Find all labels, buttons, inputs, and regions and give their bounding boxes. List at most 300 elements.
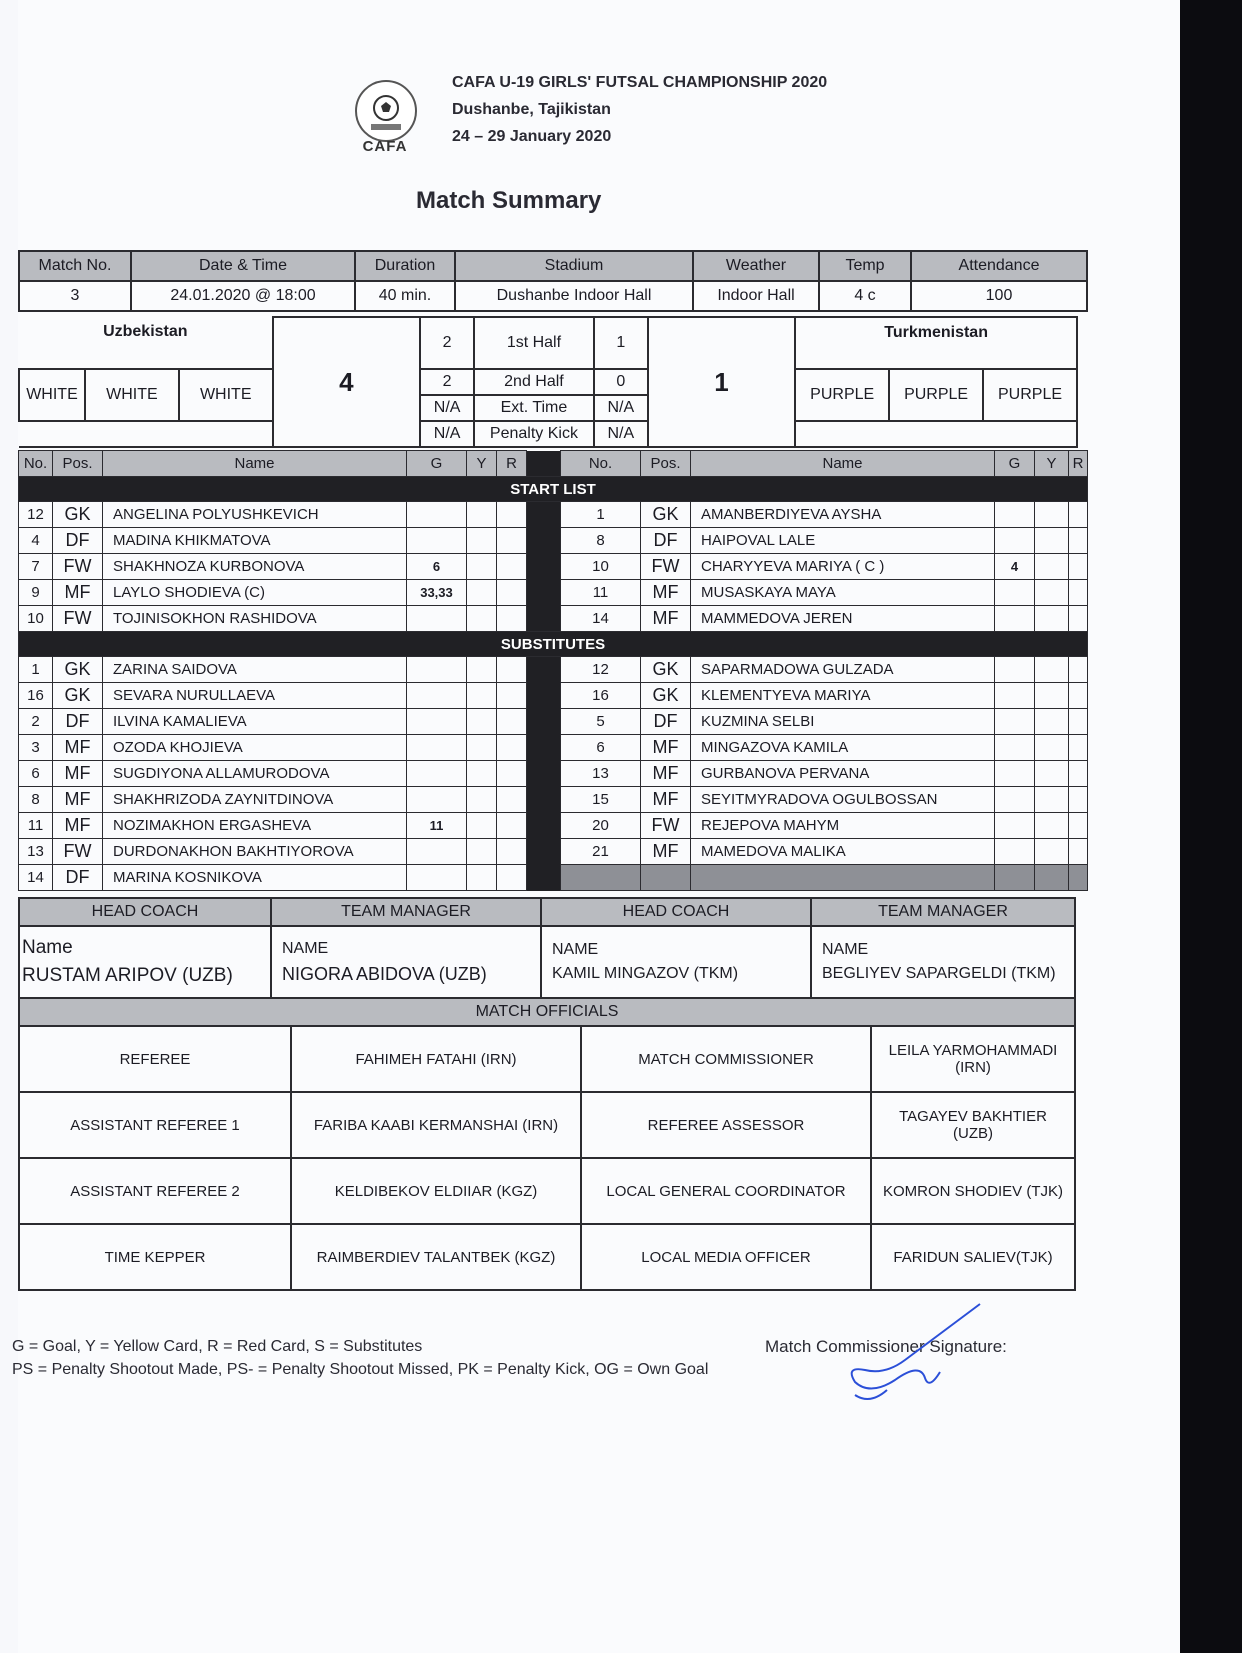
away-player-goals [995,761,1035,787]
roster-divider [527,761,561,787]
away-manager-cell [811,926,1075,998]
away-player-yellow [1035,528,1069,554]
official-name: LEILA YARMOHAMMADI (IRN) [871,1026,1075,1092]
home-player-no: 11 [19,813,53,839]
away-col-name: Name [691,451,995,477]
official-name: KELDIBEKOV ELDIIAR (KGZ) [291,1158,581,1224]
away-player-yellow [1035,657,1069,683]
home-ext-time: N/A [420,395,474,421]
staff-header-away-coach: HEAD COACH [541,898,811,926]
header-attendance: Attendance [911,251,1087,281]
signature-label: Match Commissioner Signature: [765,1337,1007,1356]
home-player-name: SUGDIYONA ALLAMURODOVA [103,761,407,787]
official-role: ASSISTANT REFEREE 2 [19,1158,291,1224]
match-info-table [18,250,1088,312]
home-player-goals [407,787,467,813]
away-player-yellow [1035,554,1069,580]
away-player-name: GURBANOVA PERVANA [691,761,995,787]
away-total-score: 1 [648,317,796,447]
home-penalty-kick: N/A [420,421,474,447]
home-player-name: NOZIMAKHON ERGASHEVA [103,813,407,839]
table-row [19,1158,1075,1224]
away-player-name: KLEMENTYEVA MARIYA [691,683,995,709]
home-2nd-half: 2 [420,369,474,395]
away-player-goals [995,839,1035,865]
away-player-red [1069,554,1088,580]
table-row [19,787,1088,813]
home-player-goals [407,865,467,891]
home-player-yellow [467,502,497,528]
away-player-goals [995,787,1035,813]
away-player-red [1069,657,1088,683]
value-date-time: 24.01.2020 @ 18:00 [131,281,355,311]
away-player-no: 8 [561,528,641,554]
away-player-goals [995,580,1035,606]
official-role: LOCAL GENERAL COORDINATOR [581,1158,871,1224]
home-player-goals [407,528,467,554]
label-2nd-half: 2nd Half [474,369,594,395]
away-player-yellow [1035,761,1069,787]
official-role: TIME KEPPER [19,1224,291,1290]
home-player-yellow [467,761,497,787]
home-player-goals: 33,33 [407,580,467,606]
home-player-no: 6 [19,761,53,787]
official-name: RAIMBERDIEV TALANTBEK (KGZ) [291,1224,581,1290]
empty-cell [995,865,1035,891]
away-penalty-kick: N/A [594,421,648,447]
header-temp: Temp [819,251,911,281]
away-player-name: HAIPOVAL LALE [691,528,995,554]
away-player-goals [995,657,1035,683]
home-player-name: TOJINISOKHON RASHIDOVA [103,606,407,632]
home-col-y: Y [467,451,497,477]
away-player-pos: FW [641,554,691,580]
home-player-goals: 11 [407,813,467,839]
home-player-pos: DF [53,865,103,891]
away-player-goals [995,606,1035,632]
home-player-name: MADINA KHIKMATOVA [103,528,407,554]
home-player-red [497,528,527,554]
home-player-red [497,709,527,735]
table-row [19,1026,1075,1092]
home-player-pos: GK [53,683,103,709]
home-col-pos: Pos. [53,451,103,477]
away-player-goals [995,813,1035,839]
roster-divider [527,735,561,761]
home-player-pos: MF [53,787,103,813]
away-player-yellow [1035,709,1069,735]
officials-table [18,1025,1076,1291]
home-player-no: 14 [19,865,53,891]
away-player-pos: DF [641,709,691,735]
home-team-name: Uzbekistan [103,323,188,340]
home-player-goals [407,502,467,528]
roster-divider [527,606,561,632]
score-table [18,316,1078,448]
away-player-yellow [1035,813,1069,839]
away-player-goals [995,528,1035,554]
home-col-r: R [497,451,527,477]
away-player-no: 1 [561,502,641,528]
home-player-pos: FW [53,606,103,632]
home-player-no: 1 [19,657,53,683]
home-manager-name: NIGORA ABIDOVA (UZB) [282,963,487,984]
home-player-no: 10 [19,606,53,632]
home-player-goals [407,606,467,632]
staff-header-away-manager: TEAM MANAGER [811,898,1075,926]
away-player-name: SEYITMYRADOVA OGULBOSSAN [691,787,995,813]
home-total-score: 4 [273,317,421,447]
away-player-no: 12 [561,657,641,683]
away-player-no: 5 [561,709,641,735]
home-player-goals: 6 [407,554,467,580]
roster-divider [527,528,561,554]
away-player-yellow [1035,735,1069,761]
away-player-pos: MF [641,606,691,632]
away-player-no: 14 [561,606,641,632]
home-player-name: LAYLO SHODIEVA (C) [103,580,407,606]
home-player-yellow [467,580,497,606]
away-ext-time: N/A [594,395,648,421]
away-2nd-half: 0 [594,369,648,395]
away-col-r: R [1069,451,1088,477]
away-player-name: SAPARMADOWA GULZADA [691,657,995,683]
home-player-name: ILVINA KAMALIEVA [103,709,407,735]
staff-header-home-coach: HEAD COACH [19,898,271,926]
home-player-name: SEVARA NURULLAEVA [103,683,407,709]
home-player-yellow [467,839,497,865]
away-player-goals [995,709,1035,735]
home-player-pos: MF [53,580,103,606]
official-role: MATCH COMMISSIONER [581,1026,871,1092]
empty-cell [641,865,691,891]
away-player-goals [995,502,1035,528]
home-player-no: 9 [19,580,53,606]
away-player-pos: GK [641,657,691,683]
away-player-name: MUSASKAYA MAYA [691,580,995,606]
header-date-time: Date & Time [131,251,355,281]
home-player-goals [407,709,467,735]
home-manager-cell [271,926,541,998]
away-kit-shirt: PURPLE [795,369,889,421]
home-player-name: DURDONAKHON BAKHTIYOROVA [103,839,407,865]
table-row [19,606,1088,632]
empty-cell [1035,865,1069,891]
away-player-yellow [1035,787,1069,813]
home-player-yellow [467,735,497,761]
home-player-yellow [467,813,497,839]
home-player-no: 13 [19,839,53,865]
home-player-no: 7 [19,554,53,580]
home-player-red [497,865,527,891]
scan-border [1180,0,1242,1653]
roster-table [18,450,1088,891]
home-player-name: ANGELINA POLYUSHKEVICH [103,502,407,528]
home-player-pos: GK [53,502,103,528]
empty-cell [1069,865,1088,891]
header-duration: Duration [355,251,455,281]
value-weather: Indoor Hall [693,281,819,311]
away-player-name: MAMEDOVA MALIKA [691,839,995,865]
legend [12,1335,708,1381]
official-name: TAGAYEV BAKHTIER (UZB) [871,1092,1075,1158]
home-player-red [497,580,527,606]
away-player-no: 6 [561,735,641,761]
header-weather: Weather [693,251,819,281]
home-player-yellow [467,528,497,554]
home-kit-shirt: WHITE [19,369,85,421]
logo-label: CAFA [362,138,408,155]
value-temp: 4 c [819,281,911,311]
official-name: FARIDUN SALIEV(TJK) [871,1224,1075,1290]
empty-cell [561,865,641,891]
away-player-name: MAMMEDOVA JEREN [691,606,995,632]
away-player-no: 21 [561,839,641,865]
home-player-red [497,761,527,787]
away-manager-name: BEGLIYEV SAPARGELDI (TKM) [822,965,1056,982]
away-col-y: Y [1035,451,1069,477]
roster-divider [527,683,561,709]
home-player-name: OZODA KHOJIEVA [103,735,407,761]
home-player-name: MARINA KOSNIKOVA [103,865,407,891]
home-player-no: 12 [19,502,53,528]
away-coach-label: NAME [552,941,599,958]
away-manager-label: NAME [822,941,869,958]
official-role: REFEREE ASSESSOR [581,1092,871,1158]
roster-divider [527,865,561,891]
away-kit-shorts: PURPLE [889,369,983,421]
home-player-yellow [467,787,497,813]
home-player-pos: FW [53,554,103,580]
home-kit-socks: WHITE [179,369,273,421]
home-player-goals [407,735,467,761]
table-row [19,865,1088,891]
home-col-g: G [407,451,467,477]
away-player-no: 16 [561,683,641,709]
table-row [19,735,1088,761]
official-name: FARIBA KAABI KERMANSHAI (IRN) [291,1092,581,1158]
away-player-no: 13 [561,761,641,787]
away-coach-cell [541,926,811,998]
table-row [19,813,1088,839]
official-role: LOCAL MEDIA OFFICER [581,1224,871,1290]
away-player-pos: GK [641,683,691,709]
home-player-no: 4 [19,528,53,554]
roster-divider [527,709,561,735]
home-player-no: 3 [19,735,53,761]
match-officials-header: MATCH OFFICIALS [19,998,1075,1026]
empty-cell [691,865,995,891]
label-1st-half: 1st Half [474,317,594,369]
roster-divider [527,813,561,839]
table-row [19,554,1088,580]
roster-divider [527,657,561,683]
home-player-red [497,735,527,761]
away-player-red [1069,813,1088,839]
home-player-yellow [467,709,497,735]
away-player-red [1069,787,1088,813]
home-player-yellow [467,865,497,891]
home-player-yellow [467,606,497,632]
official-name: KOMRON SHODIEV (TJK) [871,1158,1075,1224]
roster-divider [527,502,561,528]
away-col-g: G [995,451,1035,477]
home-player-goals [407,761,467,787]
home-manager-label: NAME [282,939,329,957]
value-attendance: 100 [911,281,1087,311]
roster-divider [527,580,561,606]
value-stadium: Dushanbe Indoor Hall [455,281,693,311]
staff-header-home-manager: TEAM MANAGER [271,898,541,926]
home-player-yellow [467,657,497,683]
home-coach-cell [19,926,271,998]
home-player-no: 2 [19,709,53,735]
cafa-logo-icon [355,80,417,142]
away-player-pos: MF [641,839,691,865]
table-row [19,1092,1075,1158]
home-coach-name: RUSTAM ARIPOV (UZB) [22,965,233,986]
official-role: REFEREE [19,1026,291,1092]
value-duration: 40 min. [355,281,455,311]
championship-dates: 24 – 29 January 2020 [452,128,612,145]
home-player-red [497,839,527,865]
home-player-pos: MF [53,735,103,761]
away-player-pos: MF [641,580,691,606]
table-row [19,683,1088,709]
away-player-no: 11 [561,580,641,606]
away-team-name: Turkmenistan [795,317,1077,369]
table-row [19,657,1088,683]
away-player-red [1069,683,1088,709]
page-title: Match Summary [416,187,602,214]
home-kit-shorts: WHITE [85,369,179,421]
away-player-yellow [1035,502,1069,528]
away-kit-spacer [795,421,1077,447]
away-player-red [1069,502,1088,528]
away-player-pos: FW [641,813,691,839]
home-player-red [497,787,527,813]
away-col-pos: Pos. [641,451,691,477]
home-player-pos: DF [53,709,103,735]
label-ext-time: Ext. Time [474,395,594,421]
away-player-yellow [1035,839,1069,865]
home-player-name: SHAKHNOZA KURBONOVA [103,554,407,580]
home-player-yellow [467,554,497,580]
value-match-no: 3 [19,281,131,311]
home-player-red [497,502,527,528]
home-player-red [497,554,527,580]
away-player-red [1069,709,1088,735]
away-player-goals: 4 [995,554,1035,580]
home-player-yellow [467,683,497,709]
away-player-pos: GK [641,502,691,528]
away-player-red [1069,761,1088,787]
home-player-goals [407,683,467,709]
home-1st-half: 2 [420,317,474,369]
away-player-name: CHARYYEVA MARIYA ( C ) [691,554,995,580]
away-player-red [1069,839,1088,865]
home-col-name: Name [103,451,407,477]
official-role: ASSISTANT REFEREE 1 [19,1092,291,1158]
table-row [19,1224,1075,1290]
table-row [19,839,1088,865]
away-player-pos: MF [641,735,691,761]
home-player-goals [407,657,467,683]
official-name: FAHIMEH FATAHI (IRN) [291,1026,581,1092]
away-player-yellow [1035,683,1069,709]
home-player-red [497,606,527,632]
away-player-pos: MF [641,761,691,787]
away-player-red [1069,735,1088,761]
away-player-no: 10 [561,554,641,580]
roster-divider [527,787,561,813]
staff-table [18,897,1076,1027]
away-player-yellow [1035,606,1069,632]
away-player-yellow [1035,580,1069,606]
home-player-pos: MF [53,761,103,787]
away-player-red [1069,528,1088,554]
away-player-no: 15 [561,787,641,813]
away-player-pos: MF [641,787,691,813]
home-player-pos: MF [53,813,103,839]
home-player-name: ZARINA SAIDOVA [103,657,407,683]
substitutes-band: SUBSTITUTES [19,632,1088,657]
away-player-name: AMANBERDIYEVA AYSHA [691,502,995,528]
away-player-goals [995,735,1035,761]
table-row [19,502,1088,528]
away-player-red [1069,606,1088,632]
home-kit-spacer [19,421,273,447]
home-player-pos: FW [53,839,103,865]
away-col-no: No. [561,451,641,477]
away-player-name: REJEPOVA MAHYM [691,813,995,839]
home-player-red [497,657,527,683]
away-player-pos: DF [641,528,691,554]
home-player-no: 8 [19,787,53,813]
start-list-band: START LIST [19,477,1088,502]
home-player-red [497,683,527,709]
table-row [19,580,1088,606]
away-kit-socks: PURPLE [983,369,1077,421]
legend-line-1: G = Goal, Y = Yellow Card, R = Red Card, S = Substitutes [12,1338,423,1355]
home-player-red [497,813,527,839]
away-player-no: 20 [561,813,641,839]
legend-line-2: PS = Penalty Shootout Made, PS- = Penalty Shootout Missed, PK = Penalty Kick, OG = Own Goal [12,1361,709,1378]
roster-divider [527,451,561,477]
commissioner-signature-icon [825,1300,995,1410]
home-coach-label: Name [22,937,73,958]
away-player-goals [995,683,1035,709]
table-row [19,528,1088,554]
away-1st-half: 1 [594,317,648,369]
home-player-goals [407,839,467,865]
label-penalty-kick: Penalty Kick [474,421,594,447]
roster-divider [527,554,561,580]
table-row [19,761,1088,787]
home-player-pos: DF [53,528,103,554]
away-coach-name: KAMIL MINGAZOV (TKM) [552,965,739,982]
home-player-pos: GK [53,657,103,683]
header-match-no: Match No. [19,251,131,281]
header-stadium: Stadium [455,251,693,281]
championship-location: Dushanbe, Tajikistan [452,101,611,118]
away-player-red [1069,580,1088,606]
away-player-name: KUZMINA SELBI [691,709,995,735]
home-col-no: No. [19,451,53,477]
roster-divider [527,839,561,865]
away-player-name: MINGAZOVA KAMILA [691,735,995,761]
championship-title: CAFA U-19 GIRLS' FUTSAL CHAMPIONSHIP 2020 [452,74,828,91]
